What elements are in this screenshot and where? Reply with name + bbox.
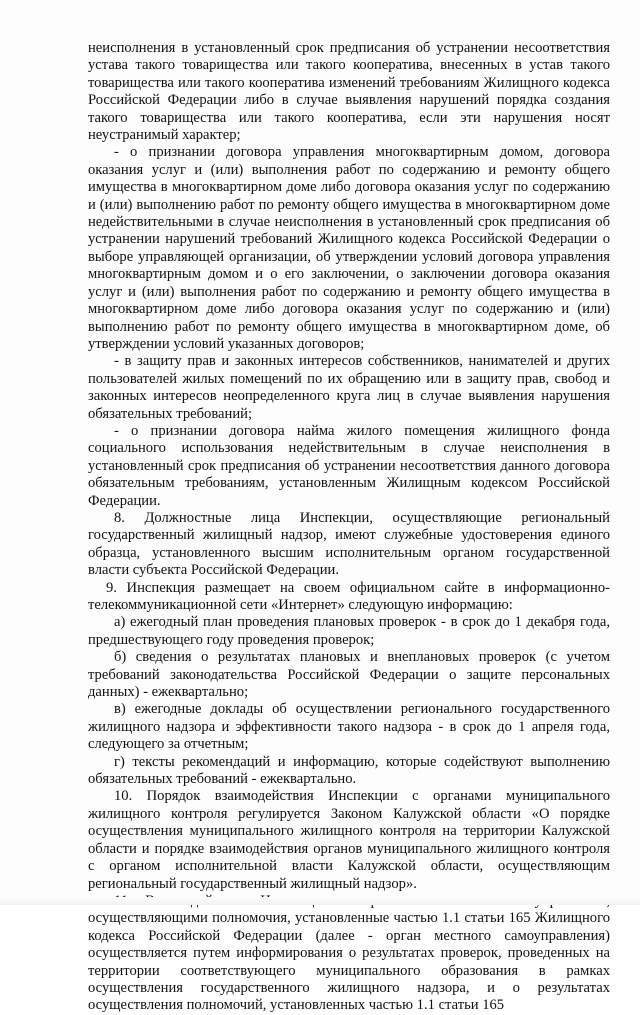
paragraph-9-a: а) ежегодный план проведения плановых проверок - в срок до 1 декабря года, предшествующего году проведения проверок; bbox=[88, 614, 610, 648]
paragraph-11: осуществляющими полномочия, установленные частью 1.1 статьи 165 Жилищного кодекса Российской Федерации (далее - орган местного самоуправления) осуществляется путем информирования о результатах проверок, проведенных на территории соответствующего муниципального образования в рамках осуществления государственного жилищного надзора, и о результатах осуществления полномочий, установленных частью 1.1 статьи 165 bbox=[88, 910, 610, 1014]
page-bottom-edge bbox=[0, 897, 640, 905]
paragraph-10: 10. Порядок взаимодействия Инспекции с органами муниципального жилищного контроля регулируется Законом Калужской области «О порядке осуществления муниципального жилищного контроля на территории Калужской области и порядке взаимодействия органов муниципального жилищного контроля с органом исполнительной власти Калужской области, осуществляющим региональный государственный жилищный надзор». bbox=[88, 788, 610, 892]
paragraph-9: 9. Инспекция размещает на своем официальном сайте в информационно-телекоммуникационной сети «Интернет» следующую информацию: bbox=[88, 579, 610, 613]
paragraph-bullet-rights-protection: - в защиту прав и законных интересов собственников, нанимателей и других пользователей жилых помещений по их обращению или в защиту прав, свобод и законных интересов неопределенного круга лиц в случае выявления нарушения обязательных требований; bbox=[88, 353, 610, 422]
paragraph-continuation: неисполнения в установленный срок предписания об устранении несоответствия устава такого товарищества или такого кооператива, внесенных в устав такого товарищества или такого кооператива изменений требованиям Жилищного кодекса Российской Федерации либо в случае выявления нарушений порядка создания такого товарищества или такого кооператива, если эти нарушения носят неустранимый характер; bbox=[88, 40, 610, 144]
paragraph-9-v: в) ежегодные доклады об осуществлении регионального государственного жилищного надзора и эффективности такого надзора - в срок до 1 апреля года, следующего за отчетным; bbox=[88, 701, 610, 753]
document-body bbox=[88, 40, 610, 1015]
paragraph-9-b: б) сведения о результатах плановых и внеплановых проверок (с учетом требований законодательства Российской Федерации о защите персональных данных) - ежеквартально; bbox=[88, 649, 610, 701]
paragraph-8: 8. Должностные лица Инспекции, осуществляющие региональный государственный жилищный надзор, имеют служебные удостоверения единого образца, установленного высшим исполнительным органом государственной власти субъекта Российской Федерации. bbox=[88, 509, 610, 579]
paragraph-bullet-rental-contract: - о признании договора найма жилого помещения жилищного фонда социального использования недействительным в случае неисполнения в установленный срок предписания об устранении несоответствия данного договора обязательным требованиям, установленным Жилищным кодексом Российской Федерации. bbox=[88, 422, 610, 509]
paragraph-bullet-management-contract: - о признании договора управления многоквартирным домом, договора оказания услуг и (или) выполнения работ по содержанию и ремонту общего имущества в многоквартирном доме либо договора оказания услуг по содержанию и (или) выполнению работ по ремонту общего имущества в многоквартирном доме недействительными в случае неисполнения в установленный срок предписания об устранении нарушений требований Жилищного кодекса Российской Федерации о выборе управляющей организации, об утверждении условий договора управления многоквартирным домом и о его заключении, о заключении договора оказания услуг и (или) выполнения работ по содержанию и ремонту общего имущества в многоквартирном доме либо договора оказания услуг по содержанию и (или) выполнению работ по ремонту общего имущества в многоквартирном доме, об утверждении условий указанных договоров; bbox=[88, 144, 610, 352]
paragraph-9-g: г) тексты рекомендаций и информацию, которые содействуют выполнению обязательных требований - ежеквартально. bbox=[88, 753, 610, 788]
